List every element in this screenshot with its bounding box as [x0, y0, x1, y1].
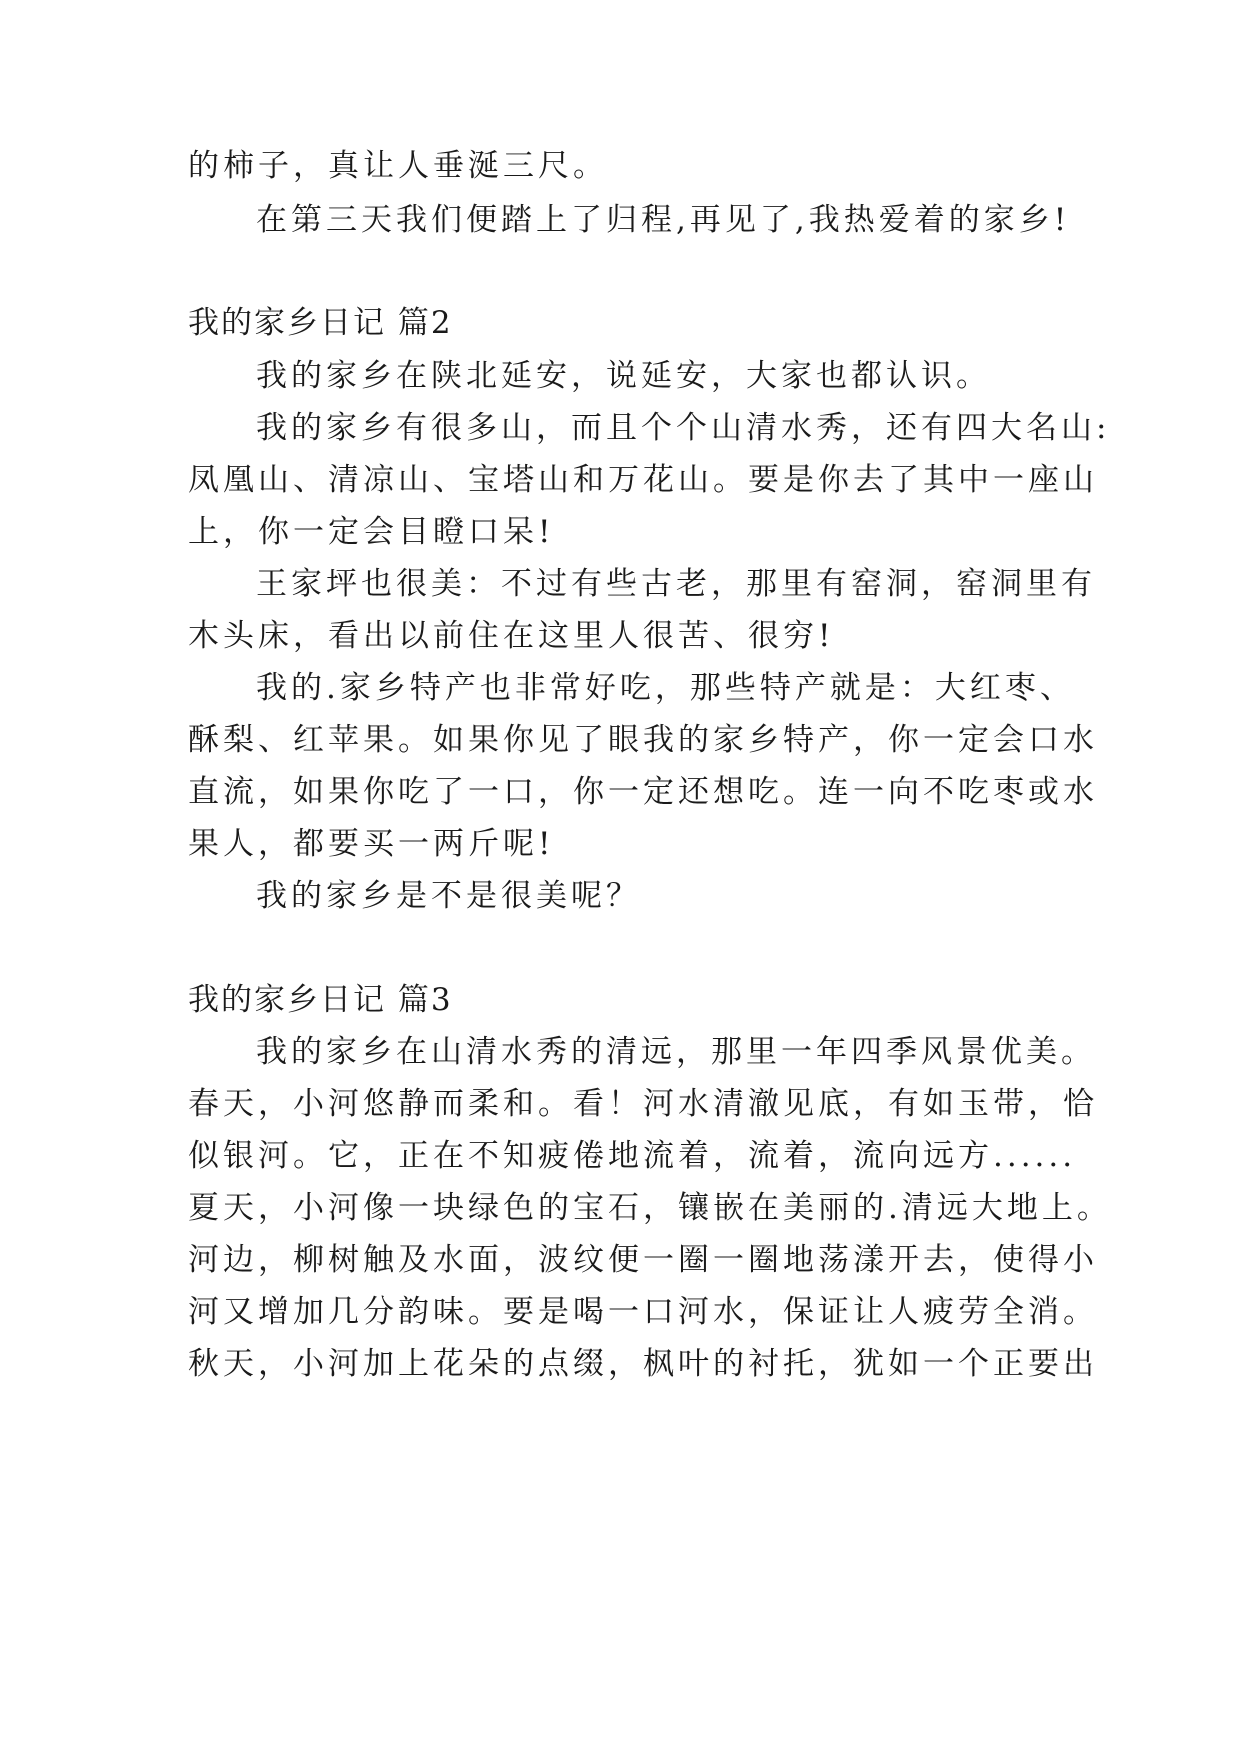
paragraph-line: 凤凰山、清凉山、宝塔山和万花山。要是你去了其中一座山	[188, 462, 1098, 498]
paragraph-line: 直流，如果你吃了一口，你一定还想吃。连一向不吃枣或水	[188, 774, 1098, 810]
paragraph-line: 酥梨、红苹果。如果你见了眼我的家乡特产，你一定会口水	[188, 722, 1098, 758]
paragraph-line: 我的.家乡特产也非常好吃，那些特产就是：大红枣、	[256, 670, 1075, 706]
paragraph-line: 果人，都要买一两斤呢!	[188, 826, 555, 862]
section-heading: 我的家乡日记 篇3	[188, 982, 453, 1018]
paragraph-line: 的柿子，真让人垂涎三尺。	[188, 148, 608, 184]
section-heading: 我的家乡日记 篇2	[188, 305, 453, 341]
paragraph-line: 春天，小河悠静而柔和。看！河水清澈见底，有如玉带，恰	[188, 1086, 1098, 1122]
paragraph-line: 我的家乡在山清水秀的清远，那里一年四季风景优美。	[256, 1034, 1096, 1070]
paragraph-line: 木头床，看出以前住在这里人很苦、很穷!	[188, 618, 835, 654]
paragraph-line: 夏天，小河像一块绿色的宝石，镶嵌在美丽的.清远大地上。	[188, 1190, 1112, 1226]
paragraph-line: 河又增加几分韵味。要是喝一口河水，保证让人疲劳全消。	[188, 1294, 1098, 1330]
paragraph-line: 我的家乡在陕北延安，说延安，大家也都认识。	[256, 358, 991, 394]
paragraph-line: 王家坪也很美：不过有些古老，那里有窑洞，窑洞里有	[256, 566, 1096, 602]
paragraph-line: 在第三天我们便踏上了归程,再见了,我热爱着的家乡!	[256, 202, 1071, 238]
paragraph-line: 我的家乡是不是很美呢？	[256, 878, 641, 914]
paragraph-line: 秋天，小河加上花朵的点缀，枫叶的衬托，犹如一个正要出	[188, 1346, 1098, 1382]
paragraph-line: 上，你一定会目瞪口呆!	[188, 514, 555, 550]
paragraph-line: 似银河。它，正在不知疲倦地流着，流着，流向远方......	[188, 1138, 1077, 1174]
paragraph-line: 河边，柳树触及水面，波纹便一圈一圈地荡漾开去，使得小	[188, 1242, 1098, 1278]
paragraph-line: 我的家乡有很多山，而且个个山清水秀，还有四大名山:	[256, 410, 1111, 446]
